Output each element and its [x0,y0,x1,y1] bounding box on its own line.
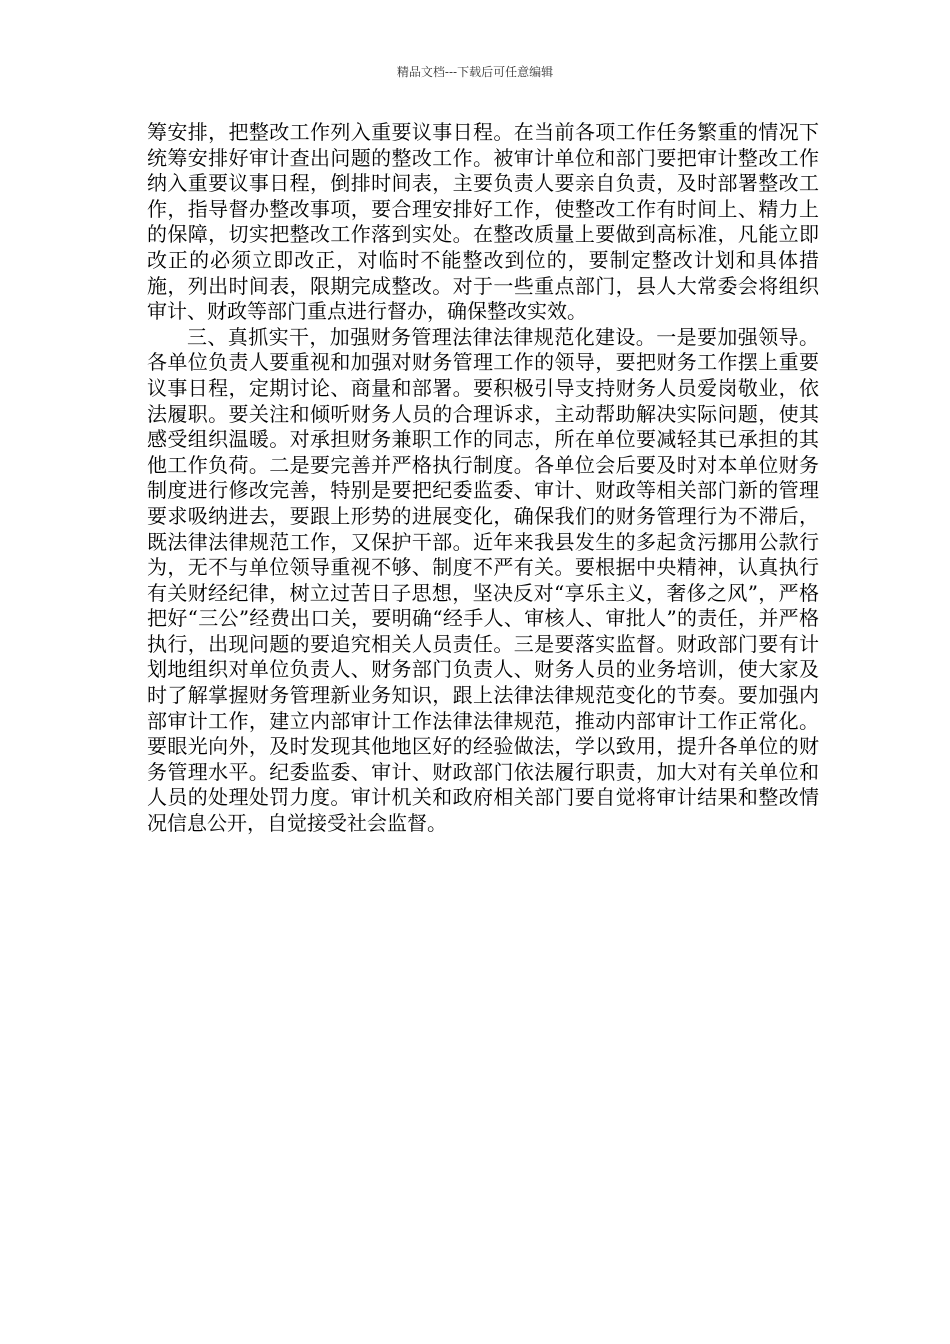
paragraph-section-three: 三、真抓实干，加强财务管理法律法律规范化建设。一是要加强领导。各单位负责人要重视和加强对财务管理工作的领导，要把财务工作摆上重要议事日程，定期讨论、商量和部署。要积极引导支持财务人员爱岗敬业，依法履职。要关注和倾听财务人员的合理诉求，主动帮助解决实际问题，使其感受组织温暖。对承担财务兼职工作的同志，所在单位要减轻其已承担的其他工作负荷。二是要完善并严格执行制度。各单位会后要及时对本单位财务制度进行修改完善，特别是要把纪委监委、审计、财政等相关部门新的管理要求吸纳进去，要跟上形势的进展变化，确保我们的财务管理行为不滞后，既法律法律规范工作，又保护干部。近年来我县发生的多起贪污挪用公款行为，无不与单位领导重视不够、制度不严有关。要根据中央精神，认真执行有关财经纪律，树立过苦日子思想，坚决反对“享乐主义，奢侈之风”，严格把好“三公”经费出口关，要明确“经手人、审核人、审批人”的责任，并严格执行，出现问题的要追究相关人员责任。三是要落实监督。财政部门要有计划地组织对单位负责人、财务部门负责人、财务人员的业务培训，使大家及时了解掌握财务管理新业务知识，跟上法律法律规范变化的节奏。要加强内部审计工作，建立内部审计工作法律法律规范，推动内部审计工作正常化。要眼光向外，及时发现其他地区好的经验做法，学以致用，提升各单位的财务管理水平。纪委监委、审计、财政部门依法履行职责，加大对有关单位和人员的处理处罚力度。审计机关和政府相关部门要自觉将审计结果和整改情况信息公开，自觉接受社会监督。 [147,324,819,836]
document-body [147,120,819,837]
page-header: 精品文档---下载后可任意编辑 [396,65,554,79]
paragraph-continuation: 筹安排，把整改工作列入重要议事日程。在当前各项工作任务繁重的情况下统筹安排好审计查出问题的整改工作。被审计单位和部门要把审计整改工作纳入重要议事日程，倒排时间表，主要负责人要亲自负责，及时部署整改工作，指导督办整改事项，要合理安排好工作，使整改工作有时间上、精力上的保障，切实把整改工作落到实处。在整改质量上要做到高标准，凡能立即改正的必须立即改正，对临时不能整改到位的，要制定整改计划和具体措施，列出时间表，限期完成整改。对于一些重点部门，县人大常委会将组织审计、财政等部门重点进行督办，确保整改实效。 [147,120,819,324]
